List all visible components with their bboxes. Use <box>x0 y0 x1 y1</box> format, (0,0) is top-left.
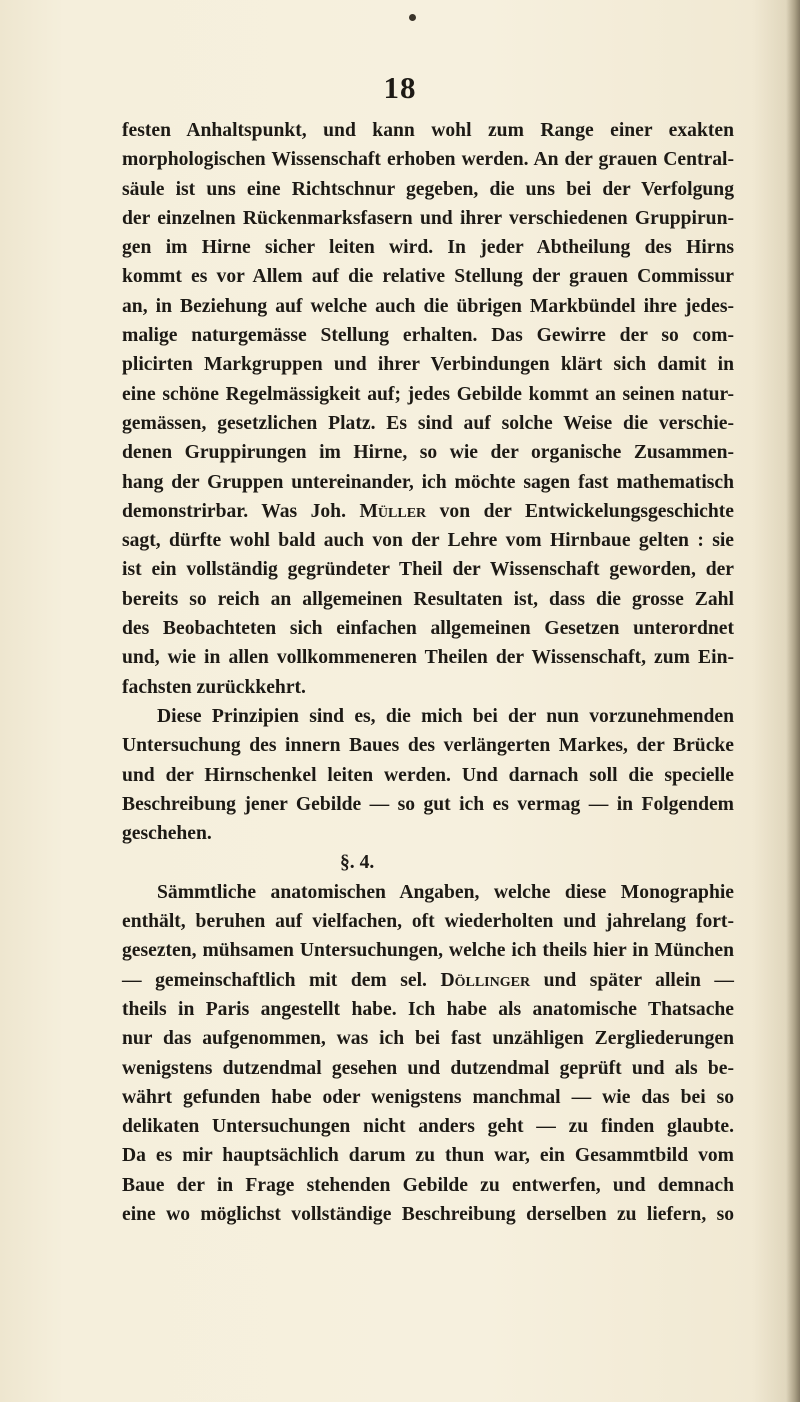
body-text <box>122 116 734 1229</box>
text-line: Diese Prinzipien sind es, die mich bei der nun vorzunehmenden <box>157 705 734 727</box>
text-line: theils in Paris angestellt habe. Ich habe als anatomische Thatsache <box>122 998 734 1020</box>
ink-dot-mark <box>409 14 416 21</box>
text-line: gen im Hirne sicher leiten wird. In jeder Abtheilung des Hirns <box>122 237 734 259</box>
text-line: geschehen. <box>122 823 212 845</box>
text-line: denen Gruppirungen im Hirne, so wie der organische Zusammen- <box>122 442 734 464</box>
text-line: Beschreibung jener Gebilde — so gut ich es vermag — in Folgendem <box>122 793 734 815</box>
text-line: gesezten, mühsamen Untersuchungen, welche ich theils hier in München <box>122 940 734 962</box>
text-line: hang der Gruppen untereinander, ich möchte sagen fast mathematisch <box>122 471 734 493</box>
text-line: delikaten Untersuchungen nicht anders geht — zu finden glaubte. <box>122 1116 734 1138</box>
section-heading: §. 4. <box>340 852 375 874</box>
text-fragment: — gemeinschaftlich mit dem sel. <box>122 969 441 991</box>
page-number: 18 <box>383 70 417 105</box>
text-line: sagt, dürfte wohl bald auch von der Lehre vom Hirnbaue gelten : sie <box>122 530 734 552</box>
page-edge-shadow <box>786 0 800 1402</box>
text-fragment: und später allein — <box>530 969 735 991</box>
text-line: und, wie in allen vollkommeneren Theilen der Wissenschaft, zum Ein- <box>122 647 734 669</box>
text-line: plicirten Markgruppen und ihrer Verbindungen klärt sich damit in <box>122 354 734 376</box>
text-line: Untersuchung des innern Baues des verlängerten Markes, der Brücke <box>122 735 734 757</box>
text-line: Da es mir hauptsächlich darum zu thun war, ein Gesammtbild vom <box>122 1145 734 1167</box>
text-line: festen Anhaltspunkt, und kann wohl zum Range einer exakten <box>122 120 734 141</box>
text-line-dollinger <box>122 966 734 995</box>
text-line: Baue der in Frage stehenden Gebilde zu entwerfen, und demnach <box>122 1174 734 1196</box>
text-line: und der Hirnschenkel leiten werden. Und darnach soll die specielle <box>122 764 734 786</box>
text-line-mueller <box>122 497 734 526</box>
text-line: bereits so reich an allgemeinen Resultaten ist, dass die grosse Zahl <box>122 588 734 610</box>
text-line: eine wo möglichst vollständige Beschreibung derselben zu liefern, so <box>122 1203 734 1225</box>
text-line: fachsten zurückkehrt. <box>122 676 306 698</box>
text-line: der einzelnen Rückenmarksfasern und ihrer verschiedenen Gruppirun- <box>122 207 734 229</box>
text-line: ist ein vollständig gegründeter Theil der Wissenschaft geworden, der <box>122 559 734 581</box>
text-line: gemässen, gesetzlichen Platz. Es sind auf solche Weise die verschie- <box>122 412 734 434</box>
text-line: malige naturgemässe Stellung erhalten. Das Gewirre der so com- <box>122 325 734 347</box>
text-line: des Beobachteten sich einfachen allgemeinen Gesetzen unterordnet <box>122 618 734 640</box>
text-line: nur das aufgenommen, was ich bei fast unzähligen Zergliederungen <box>122 1028 734 1050</box>
text-line: Sämmtliche anatomischen Angaben, welche diese Monographie <box>157 881 734 903</box>
text-line: säule ist uns eine Richtschnur gegeben, die uns bei der Verfolgung <box>122 178 734 200</box>
text-line: an, in Beziehung auf welche auch die übrigen Markbündel ihre jedes- <box>122 295 734 317</box>
author-name-dollinger: Döllinger <box>440 969 531 991</box>
text-line: enthält, beruhen auf vielfachen, oft wiederholten und jahrelang fort- <box>122 911 734 933</box>
text-line: kommt es vor Allem auf die relative Stellung der grauen Commissur <box>122 266 734 288</box>
text-fragment: demonstrirbar. Was Joh. <box>122 500 360 522</box>
author-name-mueller: Müller <box>359 500 427 522</box>
text-line: währt gefunden habe oder wenigstens manchmal — wie das bei so <box>122 1086 734 1108</box>
text-fragment: von der Entwickelungsgeschichte <box>426 500 734 522</box>
text-line: eine schöne Regelmässigkeit auf; jedes Gebilde kommt an seinen natur- <box>122 383 734 405</box>
text-line: morphologischen Wissenschaft erhoben werden. An der grauen Central- <box>122 149 734 171</box>
text-line: wenigstens dutzendmal gesehen und dutzendmal geprüft und als be- <box>122 1057 734 1079</box>
